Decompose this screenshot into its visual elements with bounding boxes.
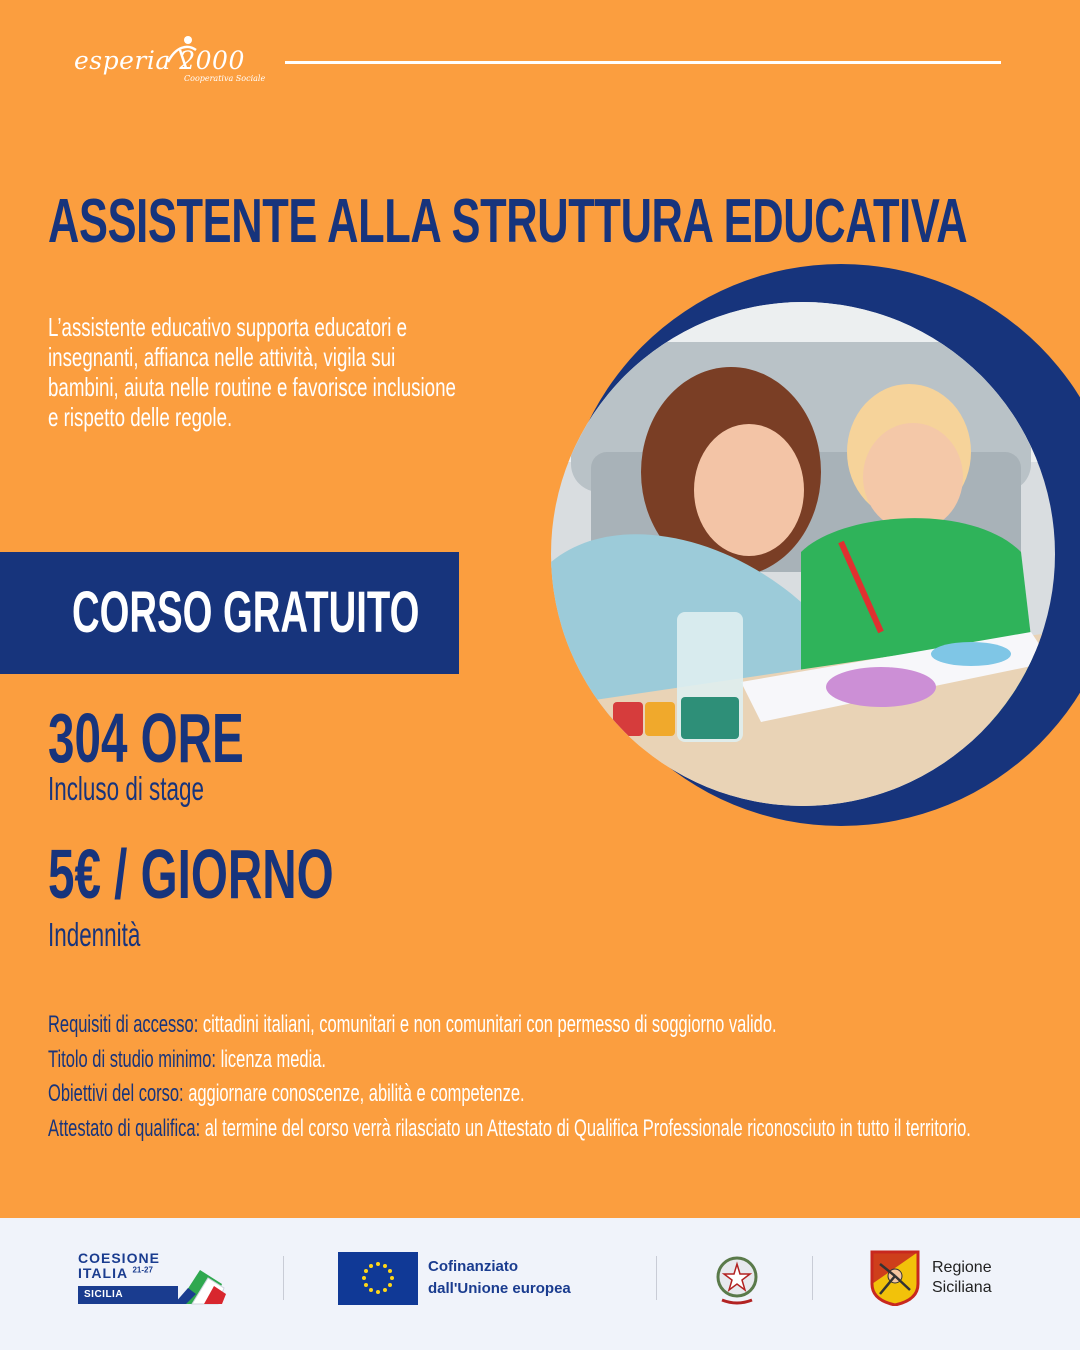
coesione-years: 21-27 (132, 1265, 153, 1275)
eu-line1: Cofinanziato (428, 1258, 518, 1275)
hours-note: Incluso di stage (48, 770, 204, 807)
logo-name: esperia 2000 (74, 46, 245, 75)
course-description: L’assistente educativo supporta educatori e insegnanti, affianca nelle attività, vigila sui bambini, aiuta nelle routine e favorisce inclusione e rispetto delle regole. (48, 312, 456, 432)
footer-divider (656, 1256, 657, 1300)
coesione-line2: ITALIA $^{21-27}$ (78, 1265, 153, 1281)
requirement-row (48, 1077, 1003, 1112)
requirement-label: Titolo di studio minimo: (48, 1045, 217, 1073)
requirement-value: al termine del corso verrà rilasciato un Attestato di Qualifica Professionale riconosciuto in tutto il territorio. (204, 1114, 971, 1142)
requirement-label: Requisiti di accesso: (48, 1011, 199, 1038)
footer-divider (812, 1256, 813, 1300)
page-title: ASSISTENTE ALLA STRUTTURA EDUCATIVA (48, 187, 968, 256)
free-course-banner (0, 552, 459, 674)
requirement-label: Attestato di qualifica: (48, 1114, 201, 1142)
requirement-label: Obiettivi del corso: (48, 1080, 184, 1107)
eu-cofinanced-label (428, 1256, 571, 1300)
coesione-mark-icon (170, 1264, 226, 1306)
requirement-row (48, 1112, 1003, 1147)
requirement-row (48, 1043, 1003, 1078)
requirement-value: licenza media. (220, 1045, 326, 1073)
eu-flag-icon (338, 1252, 418, 1305)
banner-label: CORSO GRATUITO (72, 580, 420, 645)
allowance-value: 5€ / GIORNO (48, 835, 334, 913)
footer-divider (283, 1256, 284, 1300)
requirement-value: cittadini italiani, comunitari e non comunitari con permesso di soggiorno valido. (202, 1011, 777, 1038)
coesione-italia-logo (78, 1250, 228, 1310)
hours-value: 304 ORE (48, 699, 244, 777)
esperia-logo (74, 32, 274, 88)
requirement-value: aggiornare conoscenze, abilità e competenze. (188, 1080, 525, 1107)
requirement-row (48, 1008, 1003, 1043)
coesione-region: SICILIA (84, 1289, 124, 1300)
italian-republic-emblem-icon (712, 1252, 762, 1306)
logo-figure-icon (162, 32, 202, 72)
requirements-list (48, 1008, 1003, 1146)
region-line2: Siciliana (932, 1279, 992, 1296)
eu-line2: dall'Unione europea (428, 1280, 571, 1297)
course-photo (551, 302, 1055, 806)
region-label (932, 1258, 992, 1298)
header-divider (285, 61, 1001, 64)
region-line1: Regione (932, 1259, 992, 1276)
coesione-region-bar (78, 1286, 178, 1304)
footer-logos (0, 1218, 1080, 1350)
allowance-note: Indennità (48, 916, 141, 953)
sicily-region-emblem-icon (870, 1250, 920, 1306)
coesione-line1: COESIONE (78, 1250, 160, 1266)
photo-illustration (551, 302, 1055, 806)
logo-subtitle: Cooperativa Sociale (184, 74, 266, 83)
